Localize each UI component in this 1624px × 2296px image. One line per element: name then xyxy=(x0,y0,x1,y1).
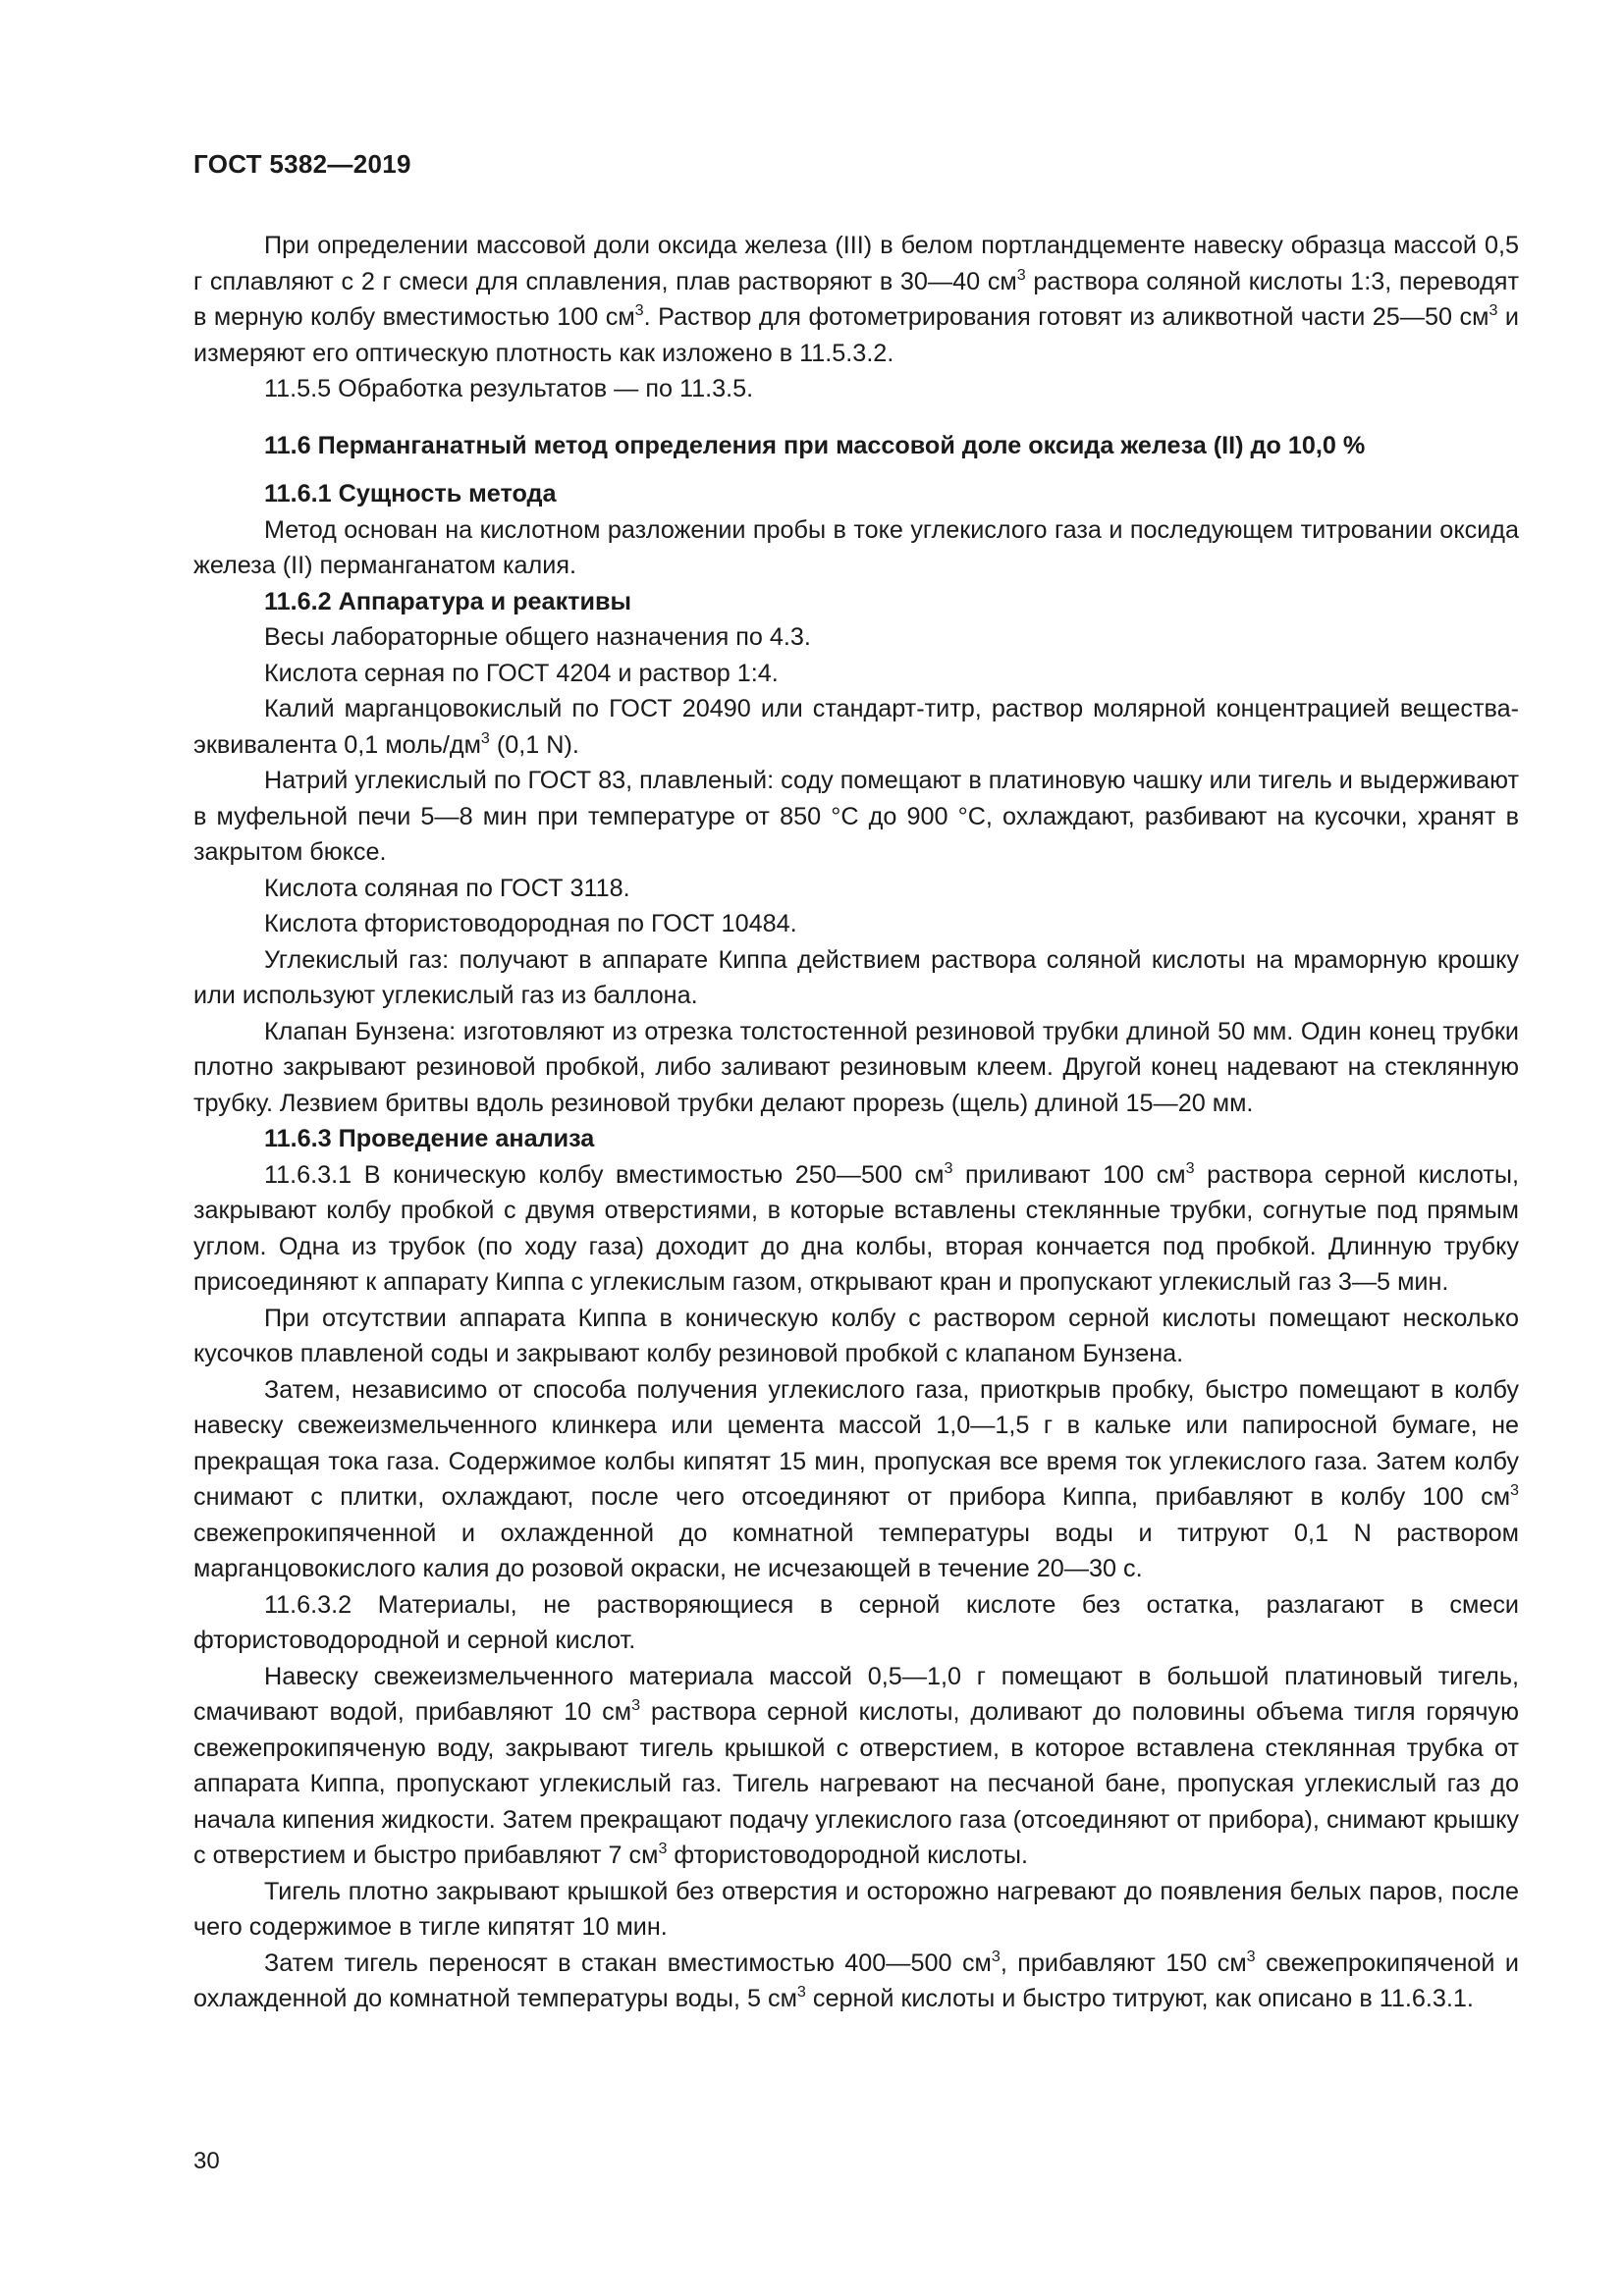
paragraph: Метод основан на кислотном разложении пробы в токе углекислого газа и последующем титровании оксида железа (II) перманганатом калия. xyxy=(193,515,1519,579)
paragraph: Углекислый газ: получают в аппарате Киппа действием раствора соляной кислоты на мраморную крошку или используют углекислый газ из баллона. xyxy=(193,945,1519,1009)
subsection-heading: 11.6.3 Проведение анализа xyxy=(264,1125,595,1152)
paragraph: Затем, независимо от способа получения углекислого газа, приоткрыв пробку, быстро помещают в колбу навеску свежеизмельченного клинкера или цемента массой 1,0—1,5 г в кальке или папиросной бумаге, не прекращая тока газа. Содержимое колбы кипятят 15 мин, пропуская все время ток углекислого газа. Затем колбу снимают с плитки, охлаждают, после чего отсоединяют от прибора Киппа, прибавляют в колбу 100 $см^3$ свежепрокипяченной и охлажденной до комнатной температуры воды и титруют 0,1 N раствором марганцовокислого калия до розовой окраски, не исчезающей в течение 20—30 с. xyxy=(193,1375,1519,1582)
paragraph: 11.6.3.1 В коническую колбу вместимостью 250—500 $см^3$ приливают 100 $см^3$ раствора серной кислоты, закрывают колбу пробкой с двумя отверстиями, в которые вставлены стеклянные трубки, согнутые под прямым углом. Одна из трубок (по ходу газа) доходит до дна колбы, вторая кончается под пробкой. Длинную трубку присоединяют к аппарату Киппа с углекислым газом, открывают кран и пропускают углекислый газ 3—5 мин. xyxy=(193,1158,1519,1296)
page-number: 30 xyxy=(193,2148,220,2174)
paragraph: Натрий углекислый по ГОСТ 83, плавленый: соду помещают в платиновую чашку или тигель и выдерживают в муфельной печи 5—8 мин при температуре от 850 °С до 900 °С, охлаждают, разбивают на кусочки, хранят в закрытом бюксе. xyxy=(193,767,1519,866)
paragraph: 11.5.5 Обработка результатов — по 11.3.5. xyxy=(264,375,754,402)
paragraph: 11.6.3.2 Материалы, не растворяющиеся в серной кислоте без остатка, разлагают в смеси фтористоводородной и серной кислот. xyxy=(193,1590,1519,1654)
paragraph: При отсутствии аппарата Киппа в коническую колбу с раствором серной кислоты помещают несколько кусочков плавленой соды и закрывают колбу резиновой пробкой с клапаном Бунзена. xyxy=(193,1304,1519,1367)
subsection-heading: 11.6.1 Сущность метода xyxy=(264,480,557,507)
document-body xyxy=(193,228,1519,2017)
paragraph: Кислота фтористоводородная по ГОСТ 10484. xyxy=(264,910,797,937)
paragraph: Тигель плотно закрывают крышкой без отверстия и осторожно нагревают до появления белых паров, после чего содержимое в тигле кипятят 10 мин. xyxy=(193,1877,1519,1941)
paragraph: Весы лабораторные общего назначения по 4.3. xyxy=(264,623,811,651)
section-heading: 11.6 Перманганатный метод определения при массовой доле оксида железа (II) до 10,0 % xyxy=(264,431,1366,459)
paragraph: Калий марганцовокислый по ГОСТ 20490 или стандарт-титр, раствор молярной концентрацией вещества-эквивалента 0,1 моль/$дм^3$ (0,1 N). xyxy=(193,695,1519,759)
subsection-heading: 11.6.2 Аппаратура и реактивы xyxy=(264,587,631,615)
paragraph: Кислота серная по ГОСТ 4204 и раствор 1:4. xyxy=(264,659,779,687)
paragraph: Затем тигель переносят в стакан вместимостью 400—500 $см^3$, прибавляют 150 $см^3$ свежепрокипяченой и охлажденной до комнатной температуры воды, 5 $см^3$ серной кислоты и быстро титруют, как описано в 11.6.3.1. xyxy=(193,1947,1520,2012)
paragraph: Навеску свежеизмельченного материала массой 0,5—1,0 г помещают в большой платиновый тигель, смачивают водой, прибавляют 10 $см^3$ раствора серной кислоты, доливают до половины объема тигля горячую свежепрокипяченую воду, закрывают тигель крышкой с отверстием, в которое вставлена стеклянная трубка от аппарата Киппа, пропускают углекислый газ. Тигель нагревают на песчаной бане, пропуская углекислый газ до начала кипения жидкости. Затем прекращают подачу углекислого газа (отсоединяют от прибора), снимают крышку с отверстием и быстро прибавляют 7 $см^3$ фтористоводородной кислоты. xyxy=(193,1662,1519,1869)
document-header: ГОСТ 5382—2019 xyxy=(193,149,411,179)
paragraph: При определении массовой доли оксида железа (III) в белом портландцементе навеску образца массой 0,5 г сплавляют с 2 г смеси для сплавления, плав растворяют в 30—40 $см^3$ раствора соляной кислоты 1:3, переводят в мерную колбу вместимостью 100 $см^3$. Раствор для фотометрирования готовят из аликвотной части 25—50 $см^3$ и измеряют его оптическую плотность как изложено в 11.5.3.2. xyxy=(193,232,1519,367)
paragraph: Кислота соляная по ГОСТ 3118. xyxy=(264,874,630,902)
paragraph: Клапан Бунзена: изготовляют из отрезка толстостенной резиновой трубки длиной 50 мм. Один конец трубки плотно закрывают резиновой пробкой, либо заливают резиновым клеем. Другой конец надевают на стеклянную трубку. Лезвием бритвы вдоль резиновой трубки делают прорезь (щель) длиной 15—20 мм. xyxy=(193,1017,1519,1117)
